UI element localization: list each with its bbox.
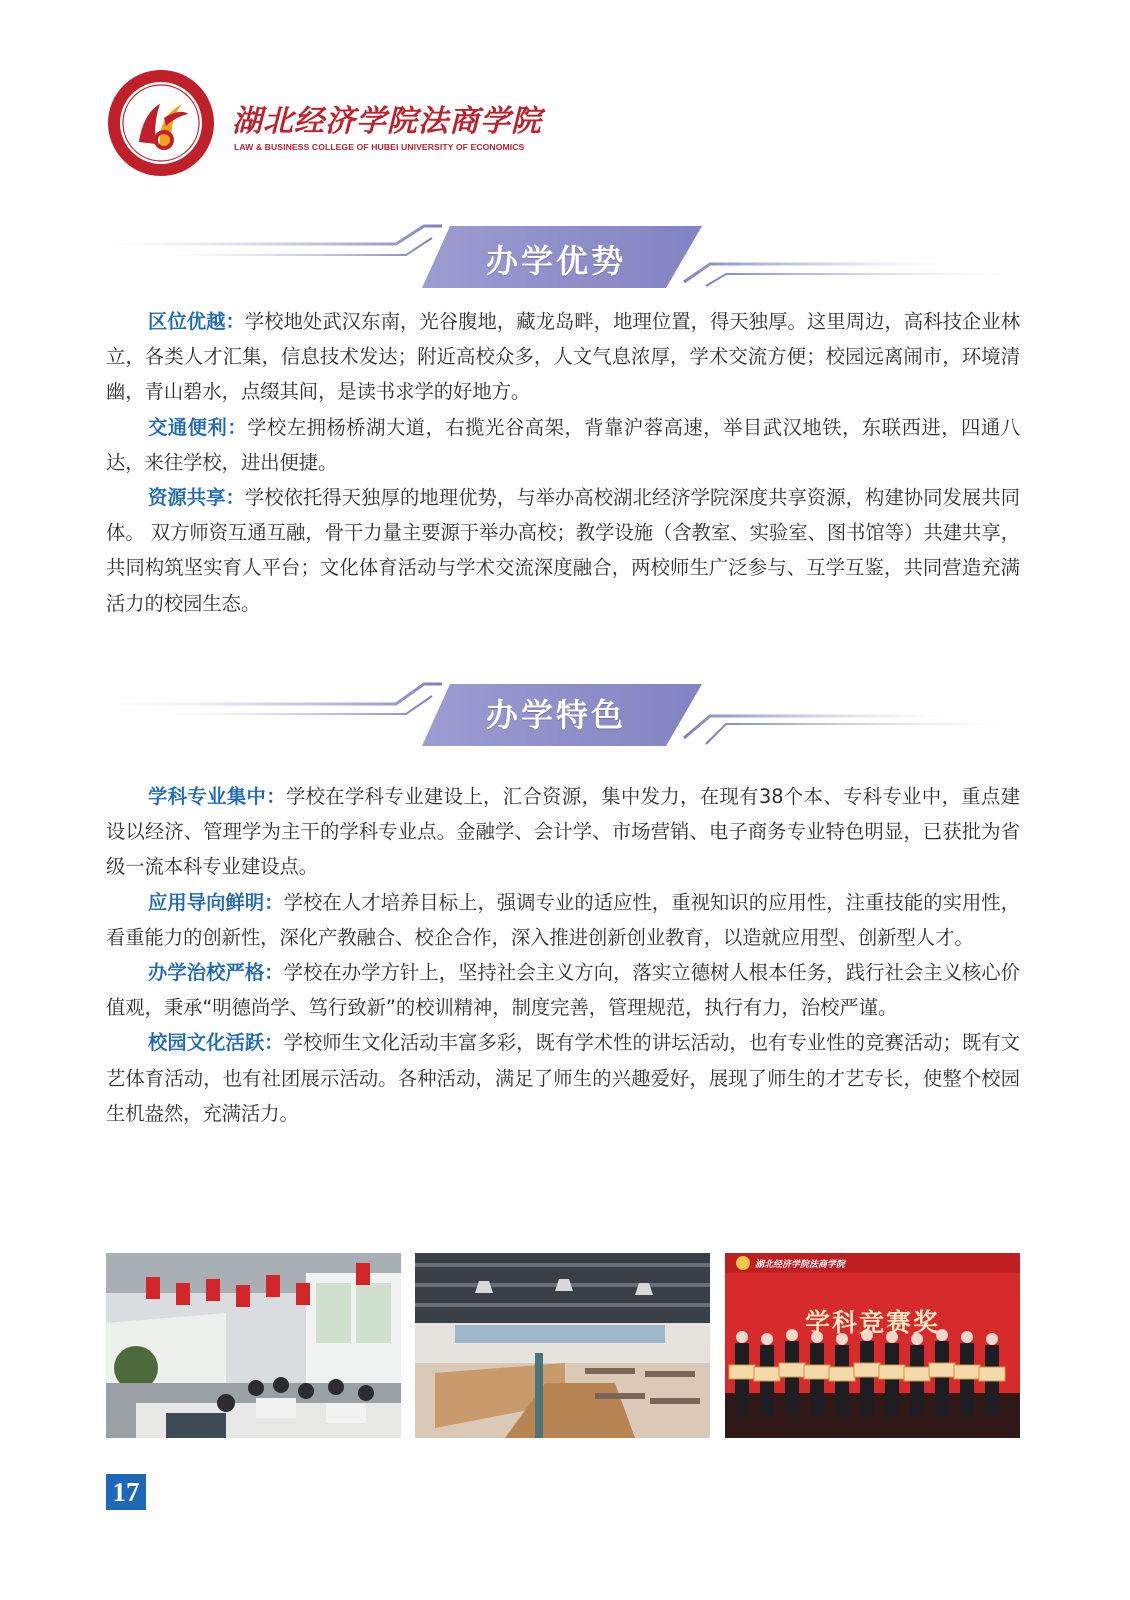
paragraph-disciplines	[106, 779, 1020, 885]
text-application: 学校在人才培养目标上，强调专业的适应性，重视知识的应用性，注重技能的实用性，看重能力的创新性，深化产教融合、校企合作，深入推进创新创业教育，以造就应用型、创新型人才。	[106, 890, 1021, 949]
photo-competition-award	[725, 1253, 1020, 1438]
section-title-advantages: 办学优势	[485, 242, 626, 280]
text-disciplines: 学校在学科专业建设上，汇合资源，集中发力，在现有38个本、专科专业中，重点建设以经济、管理学为主干的学科专业点。金融学、会计学、市场营销、电子商务专业特色明显，已获批为省级一流本科专业建设点。	[106, 785, 1021, 879]
features-text	[106, 779, 1020, 1131]
award-stage-school-name: 湖北经济学院法商学院	[755, 1260, 846, 1270]
keyword-campus-culture: 校园文化活跃：	[148, 1031, 284, 1055]
paragraph-transport	[106, 410, 1020, 480]
keyword-transport: 交通便利：	[148, 415, 248, 439]
keyword-application: 应用导向鲜明：	[148, 890, 284, 914]
keyword-disciplines: 学科专业集中：	[148, 785, 286, 808]
advantages-text	[106, 304, 1020, 621]
paragraph-campus-culture	[106, 1025, 1020, 1131]
photo-canteen	[415, 1253, 710, 1438]
keyword-governance: 办学治校严格：	[148, 961, 284, 985]
photo-study-hall	[106, 1253, 401, 1438]
text-campus-culture: 学校师生文化活动丰富多彩，既有学术性的讲坛活动，也有专业性的竞赛活动；既有文艺体育活动，也有社团展示活动。各种活动，满足了师生的兴趣爱好，展现了师生的才艺专长，使整个校园生机盎然，充满活力。	[106, 1031, 1021, 1125]
paragraph-governance	[106, 955, 1020, 1025]
keyword-location: 区位优越：	[148, 310, 245, 333]
school-name-english: LAW & BUSINESS COLLEGE OF HUBEI UNIVERSITY OF ECONOMICS	[234, 142, 525, 152]
section-banner-advantages	[106, 222, 1020, 302]
text-location: 学校地处武汉东南，光谷腹地，藏龙岛畔，地理位置，得天独厚。这里周边，高科技企业林立，各类人才汇集，信息技术发达；附近高校众多，人文气息浓厚，学术交流方便；校园远离闹市，环境清幽，青山碧水，点缀其间，是读书求学的好地方。	[106, 310, 1021, 404]
text-resources: 学校依托得天独厚的地理优势，与举办高校湖北经济学院深度共享资源，构建协同发展共同体。 双方师资互通互融，骨干力量主要源于举办高校；教学设施（含教室、实验室、图书馆等）共建共享，共同构筑坚实育人平台；文化体育活动与学术交流深度融合，两校师生广泛参与、互学互鉴，共同营造充满活力的校园生态。	[106, 486, 1021, 615]
page-number: 17	[106, 1474, 146, 1510]
paragraph-application	[106, 885, 1020, 955]
keyword-resources: 资源共享：	[148, 486, 245, 510]
text-transport: 学校左拥杨桥湖大道，右揽光谷高架，背靠沪蓉高速，举目武汉地铁，东联西进，四通八达，来往学校，进出便捷。	[106, 415, 1020, 474]
photo-strip	[106, 1253, 1020, 1438]
paragraph-resources	[106, 480, 1020, 621]
text-governance: 学校在办学方针上，坚持社会主义方向，落实立德树人根本任务，践行社会主义核心价值观，秉承“明德尚学、笃行致新”的校训精神，制度完善，管理规范，执行有力，治校严谨。	[106, 961, 1021, 1020]
section-title-features: 办学特色	[485, 696, 626, 734]
award-stage-title: 学科竞赛奖	[804, 1308, 940, 1337]
section-banner-features	[106, 676, 1020, 756]
school-name-chinese: 湖北经济学院法商学院	[232, 104, 542, 139]
paragraph-location	[106, 304, 1020, 410]
school-seal-logo	[106, 68, 216, 178]
